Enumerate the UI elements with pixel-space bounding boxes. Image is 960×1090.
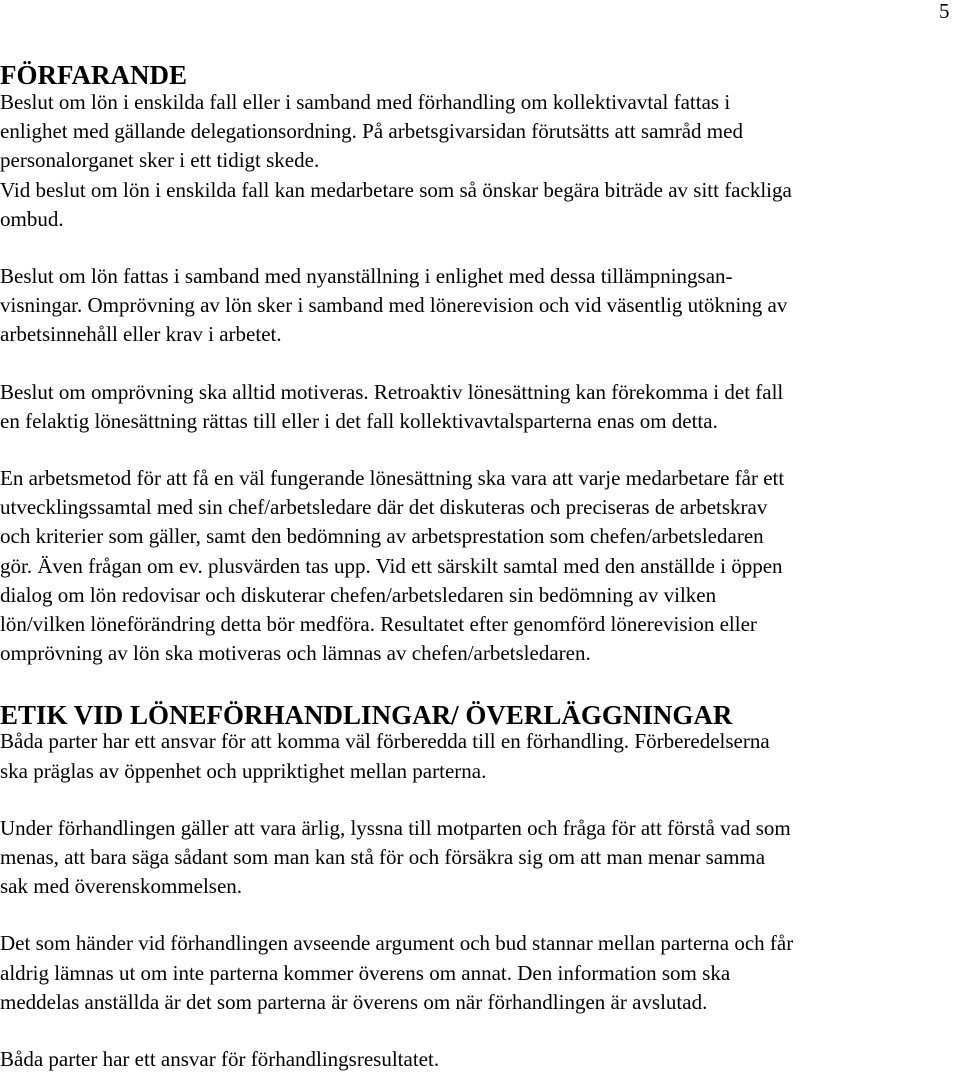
text-line: lön/vilken löneförändring detta bör medföra. Resultatet efter genomförd lönerevision eller bbox=[0, 612, 757, 637]
paragraph bbox=[0, 262, 958, 350]
text-line: en felaktig lönesättning rättas till eller i det fall kollektivavtalsparterna enas om detta. bbox=[0, 408, 718, 433]
text-line: arbetsinnehåll eller krav i arbetet. bbox=[0, 322, 282, 347]
paragraph bbox=[0, 378, 958, 436]
paragraph bbox=[0, 1045, 958, 1074]
text-line: Beslut om lön fattas i samband med nyanställning i enlighet med dessa tillämpningsan- bbox=[0, 264, 733, 289]
section-title-forfarande: FÖRFARANDE bbox=[0, 60, 187, 90]
text-line: gör. Även frågan om ev. plusvärden tas upp. Vid ett särskilt samtal med den anställde i öppen bbox=[0, 553, 783, 578]
text-line: ska präglas av öppenhet och uppriktighet mellan parterna. bbox=[0, 758, 487, 783]
text-line: aldrig lämnas ut om inte parterna kommer överens om annat. Den information som ska bbox=[0, 960, 731, 985]
section-title-etik: ETIK VID LÖNEFÖRHANDLINGAR/ ÖVERLÄGGNINGAR bbox=[0, 700, 733, 731]
paragraph bbox=[0, 727, 958, 785]
text-line: En arbetsmetod för att få en väl fungerande lönesättning ska vara att varje medarbetare får ett bbox=[0, 466, 785, 491]
paragraph bbox=[0, 929, 958, 1017]
text-line: Båda parter har ett ansvar för att komma väl förberedda till en förhandling. Förberedelserna bbox=[0, 729, 770, 754]
text-line: Beslut om omprövning ska alltid motiveras. Retroaktiv lönesättning kan förekomma i det fall bbox=[0, 379, 784, 404]
text-line: menas, att bara säga sådant som man kan stå för och försäkra sig om att man menar samma bbox=[0, 845, 766, 870]
text-line: enlighet med gällande delegationsordning. På arbetsgivarsidan förutsätts att samråd med bbox=[0, 119, 743, 144]
text-line: Under förhandlingen gäller att vara ärlig, lyssna till motparten och fråga för att förstå vad som bbox=[0, 815, 791, 840]
text-line: sak med överenskommelsen. bbox=[0, 874, 243, 899]
document-body bbox=[0, 58, 958, 1074]
paragraph bbox=[0, 814, 958, 902]
text-line: Vid beslut om lön i enskilda fall kan medarbetare som så önskar begära biträde av sitt fackliga bbox=[0, 177, 792, 202]
text-line: Båda parter har ett ansvar för förhandlingsresultatet. bbox=[0, 1047, 440, 1072]
text-line: Beslut om lön i enskilda fall eller i samband med förhandling om kollektivavtal fattas i bbox=[0, 90, 731, 114]
text-line: personalorganet sker i ett tidigt skede. bbox=[0, 148, 320, 173]
text-line: och kriterier som gäller, samt den bedömning av arbetsprestation som chefen/arbetsledaren bbox=[0, 524, 764, 549]
text-line: dialog om lön redovisar och diskuterar chefen/arbetsledaren sin bedömning av vilken bbox=[0, 582, 717, 607]
paragraph bbox=[0, 464, 958, 668]
page-number: 5 bbox=[939, 0, 950, 23]
text-line: omprövning av lön ska motiveras och lämnas av chefen/arbetsledaren. bbox=[0, 641, 591, 666]
text-line: ombud. bbox=[0, 206, 64, 231]
text-line: Det som händer vid förhandlingen avseende argument och bud stannar mellan parterna och får bbox=[0, 931, 794, 956]
text-line: utvecklingssamtal med sin chef/arbetsledare där det diskuteras och preciseras de arbetskrav bbox=[0, 495, 768, 520]
paragraph bbox=[0, 88, 958, 234]
text-line: visningar. Omprövning av lön sker i samband med lönerevision och vid väsentlig utökning av bbox=[0, 293, 788, 318]
text-line: meddelas anställda är det som parterna är överens om när förhandlingen är avslutad. bbox=[0, 989, 708, 1014]
